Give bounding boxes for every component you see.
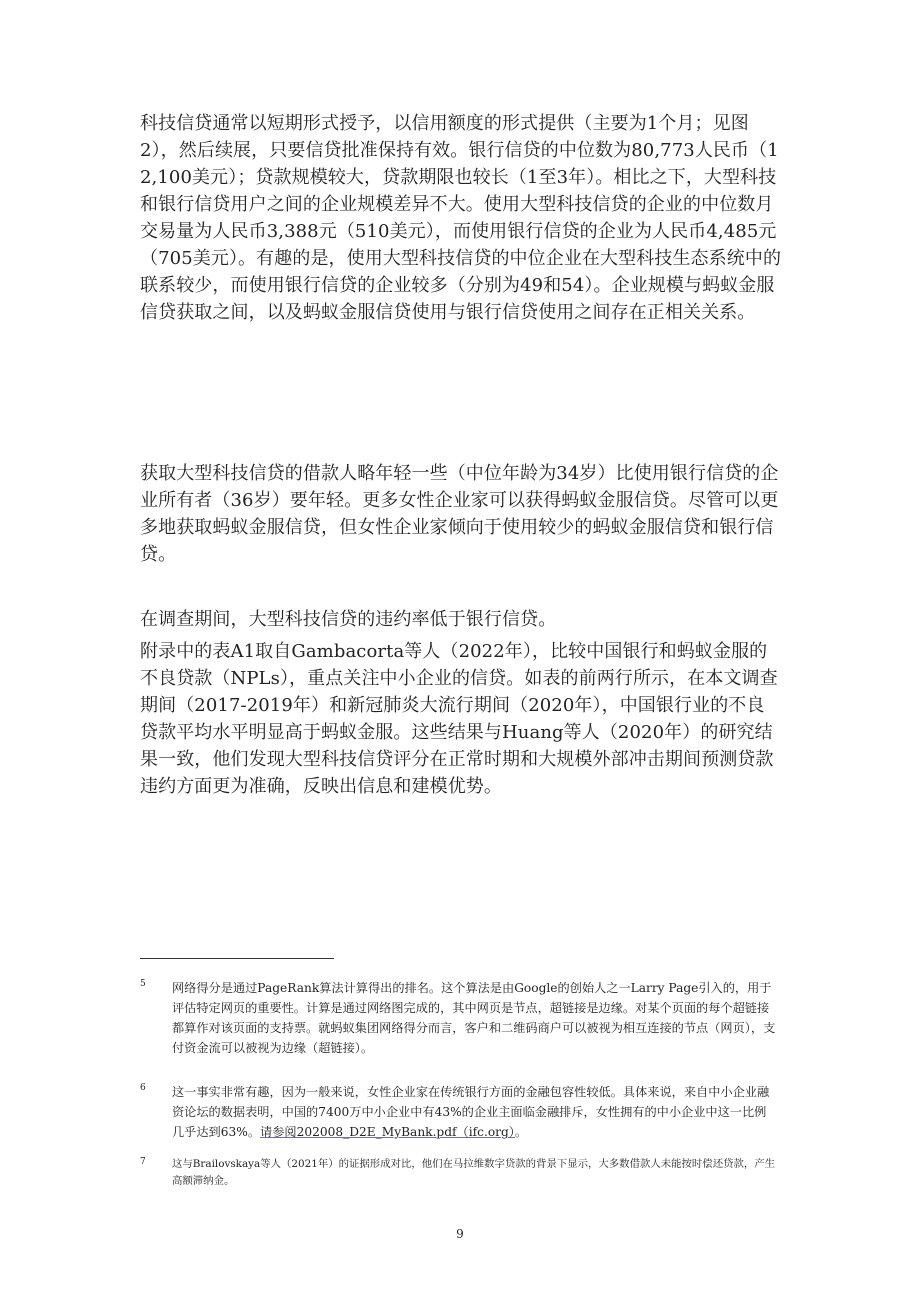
page-number: 9 bbox=[456, 1227, 464, 1241]
body-paragraph-borrower-age: 获取大型科技信贷的借款人略年轻一些（中位年龄为34岁）比使用银行信贷的企业所有者（36岁）要年轻。更多女性企业家可以获得蚂蚁金服信贷。尽管可以更多地获取蚂蚁金服信贷，但女性企业家倾向于使用较少的蚂蚁金服信贷和银行信贷。 bbox=[140, 463, 779, 565]
footnote-text: 网络得分是通过PageRank算法计算得出的排名。这个算法是由Google的创始人之一Larry Page引入的，用于评估特定网页的重要性。计算是通过网络图完成的，其中网页是节点，超链接是边缘。对某个页面的每个超链接都算作对该页面的支持票。就蚂蚁集团网络得分而言，客户和二维码商户可以被视为相互连接的节点（网页），支付资金流可以被视为边缘（超链接）。 bbox=[172, 981, 776, 1055]
footnote-number: 5 bbox=[140, 979, 146, 989]
footnote-number: 6 bbox=[140, 1083, 146, 1093]
footnote-text bbox=[172, 1082, 778, 1142]
body-paragraph-npl-comparison: 附录中的表A1取自Gambacorta等人（2022年），比较中国银行和蚂蚁金服的不良贷款（NPLs），重点关注中小企业的信贷。如表的前两行所示，在本文调查期间（2017-2019年）和新冠肺炎大流行期间（2020年），中国银行业的不良贷款平均水平明显高于蚂蚁金服。这些结果与Huang等人（2020年）的研究结果一致，他们发现大型科技信贷评分在正常时期和大规模外部冲击期间预测贷款违约方面更为准确，反映出信息和建模优势。 bbox=[140, 641, 778, 797]
footnote-tail: 。 bbox=[514, 1125, 528, 1139]
body-paragraph-credit-terms: 科技信贷通常以短期形式授予，以信用额度的形式提供（主要为1个月；见图2），然后续展，只要信贷批准保持有效。银行信贷的中位数为80,773人民币（12,100美元）；贷款规模较大，贷款期限也较长（1至3年）。相比之下，大型科技和银行信贷用户之间的企业规模差异不大。使用大型科技信贷的企业的中位数月交易量为人民币3,388元（510美元），而使用银行信贷的企业为人民币4,485元（705美元）。有趣的是，使用大型科技信贷的中位企业在大型科技生态系统中的联系较少，而使用银行信贷的企业较多（分别为49和54）。企业规模与蚂蚁金服信贷获取之间，以及蚂蚁金服信贷使用与银行信贷使用之间存在正相关关系。 bbox=[140, 113, 782, 323]
footnote-number: 7 bbox=[140, 1157, 146, 1167]
footnote-separator bbox=[140, 958, 334, 959]
footnote-body: 这一事实非常有趣，因为一般来说，女性企业家在传统银行方面的金融包容性较低。具体来说，来自中小企业融资论坛的数据表明，中国的7400万中小企业中有43%的企业主面临金融排斥，女性拥有的中小企业中这一比例几乎达到63%。 bbox=[172, 1085, 770, 1139]
body-paragraph-default-rate-summary: 在调查期间，大型科技信贷的违约率低于银行信贷。 bbox=[140, 609, 557, 630]
reference-link[interactable]: 请参阅202008_D2E_MyBank.pdf（ifc.org） bbox=[260, 1125, 515, 1139]
footnote-text: 这与Brailovskaya等人（2021年）的证据形成对比，他们在马拉维数字贷款的背景下显示，大多数借款人未能按时偿还贷款，产生高额滞纳金。 bbox=[172, 1158, 776, 1187]
